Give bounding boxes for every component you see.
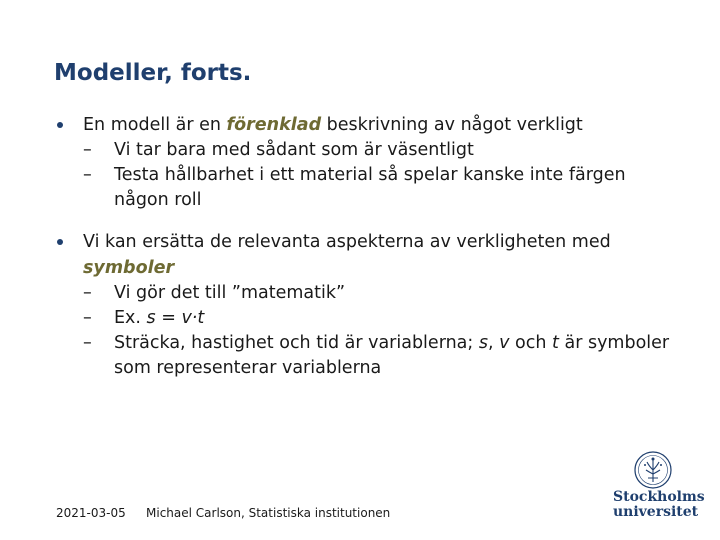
slide-title: Modeller, forts. [54, 60, 252, 86]
conjunction-text: och [509, 333, 553, 353]
sub-bullet-text: Testa hållbarhet i ett material så spelar kanske inte färgen någon roll [114, 165, 626, 210]
sub-bullet-text: Sträcka, hastighet och tid är variablerna; [114, 333, 479, 353]
footer-date: 2021-03-05 [56, 506, 126, 520]
sub-bullet-text: Ex. [114, 308, 147, 328]
university-seal-icon [633, 450, 673, 490]
dash-icon: – [83, 333, 92, 353]
university-logo [613, 450, 705, 522]
sub-bullet-item [54, 163, 684, 213]
emphasis-text: förenklad [226, 115, 322, 135]
symbol-s: s [478, 333, 488, 353]
sub-bullet-item [54, 306, 684, 331]
bullet-dot-icon [57, 239, 63, 245]
bullet-text: En modell är en [83, 115, 227, 135]
sub-bullet-item [54, 138, 684, 163]
dash-icon: – [83, 140, 92, 160]
symbol-t: t [552, 333, 559, 353]
sub-bullet-text: är symboler som representerar variablerna [114, 333, 670, 378]
sub-bullet-item [54, 281, 684, 306]
dash-icon: – [83, 308, 92, 328]
sub-bullet-text: Vi gör det till ”matematik” [114, 283, 346, 303]
logo-text [613, 489, 705, 520]
separator-text: , [487, 333, 500, 353]
logo-line1: Stockholms [613, 489, 705, 505]
formula-text: s = v·t [146, 308, 205, 328]
sub-bullet-text: Vi tar bara med sådant som är väsentligt [114, 140, 474, 160]
bullet-text: beskrivning av något verkligt [321, 115, 583, 135]
bullet-item [54, 229, 684, 281]
bullet-dot-icon [57, 122, 63, 128]
dash-icon: – [83, 283, 92, 303]
bullet-item [54, 112, 684, 138]
footer-author: Michael Carlson, Statistiska institutionen [146, 506, 391, 520]
symbol-v: v [499, 333, 510, 353]
bullet-text: Vi kan ersätta de relevanta aspekterna av verkligheten med [83, 232, 611, 252]
emphasis-text: symboler [83, 258, 175, 278]
slide-content [54, 112, 684, 381]
logo-line2: universitet [613, 504, 699, 520]
dash-icon: – [83, 165, 92, 185]
sub-bullet-item [54, 331, 684, 381]
